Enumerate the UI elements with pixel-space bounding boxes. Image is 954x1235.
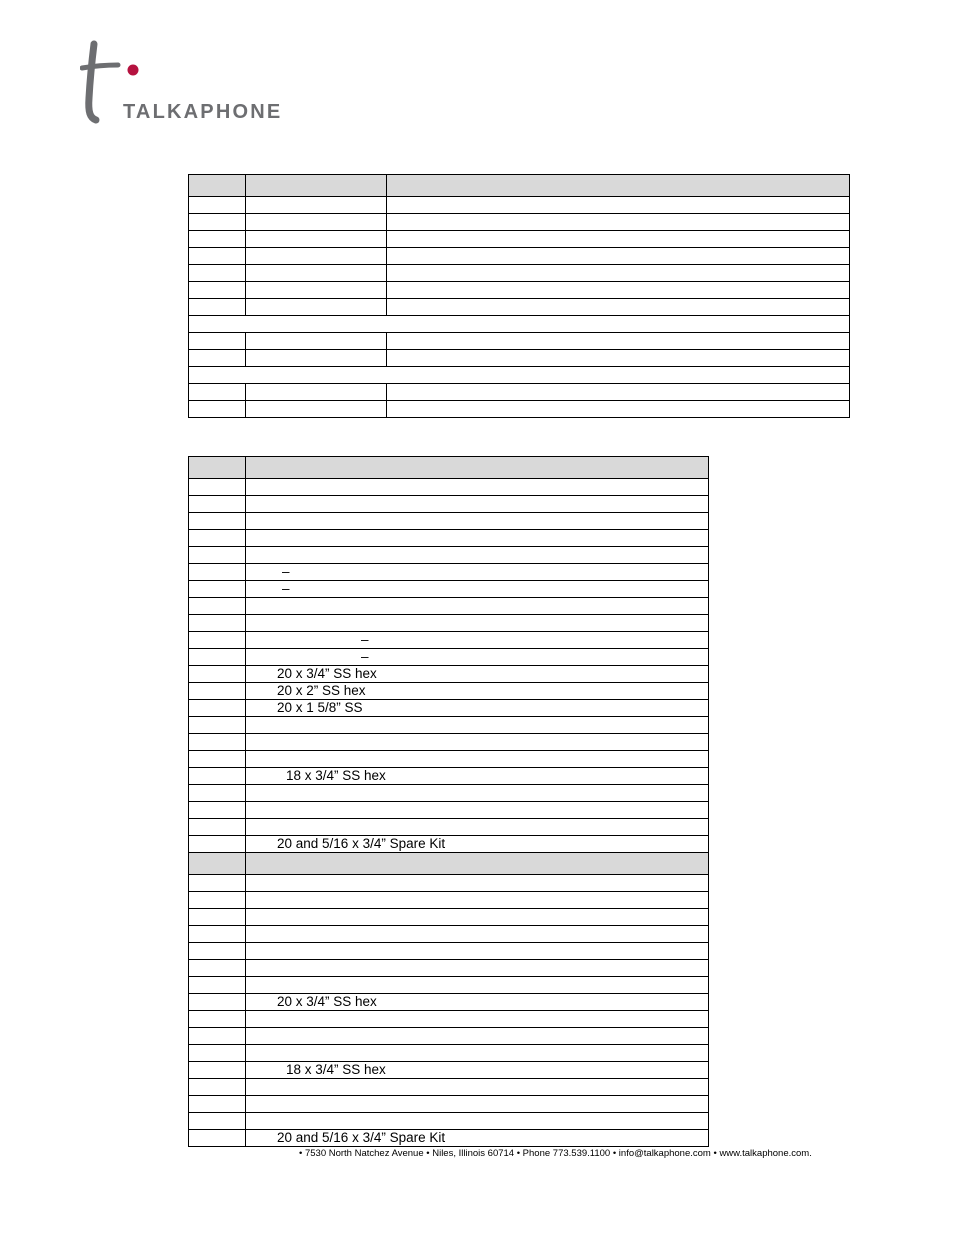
part-description: 20 and 5/16 x 3/4” Spare Kit xyxy=(277,1130,446,1146)
header-cell xyxy=(246,457,709,479)
table-cell xyxy=(246,530,709,547)
table-row xyxy=(189,479,709,496)
table-row xyxy=(189,1062,709,1079)
table-row xyxy=(189,333,850,350)
table-cell xyxy=(189,299,246,316)
table-cell xyxy=(189,547,246,564)
table-cell xyxy=(387,401,850,418)
table-row xyxy=(189,265,850,282)
table-row xyxy=(189,768,709,785)
table-cell xyxy=(246,401,387,418)
table-cell xyxy=(246,926,709,943)
table-cell xyxy=(246,1062,709,1079)
table-cell xyxy=(189,214,246,231)
table-cell xyxy=(189,1130,246,1147)
table-row xyxy=(189,994,709,1011)
brand-name: TALKAPHONE xyxy=(123,101,283,123)
table-cell xyxy=(387,350,850,367)
table-row xyxy=(189,751,709,768)
part-description: 20 x 2” SS hex xyxy=(277,683,366,699)
table-row xyxy=(189,581,709,598)
table-cell xyxy=(189,333,246,350)
table-row xyxy=(189,1113,709,1130)
table-cell xyxy=(246,299,387,316)
table-cell xyxy=(189,909,246,926)
table-row xyxy=(189,547,709,564)
table-cell xyxy=(189,1079,246,1096)
table-cell xyxy=(246,581,709,598)
table-row xyxy=(189,785,709,802)
table-cell xyxy=(246,231,387,248)
table-row xyxy=(189,1130,709,1147)
table-row xyxy=(189,734,709,751)
table-cell xyxy=(246,479,709,496)
table-cell xyxy=(246,836,709,853)
table-header-row xyxy=(189,457,709,479)
table-cell xyxy=(189,316,850,333)
table-cell xyxy=(189,350,246,367)
part-description: 20 x 3/4” SS hex xyxy=(277,666,377,682)
parts-table-1 xyxy=(188,174,850,418)
table-cell xyxy=(246,943,709,960)
table-cell xyxy=(387,197,850,214)
table-cell xyxy=(246,768,709,785)
table-row xyxy=(189,649,709,666)
table-cell xyxy=(246,785,709,802)
table-cell xyxy=(246,1096,709,1113)
table-row xyxy=(189,1079,709,1096)
table-cell xyxy=(246,1011,709,1028)
table-row xyxy=(189,299,850,316)
table-row xyxy=(189,892,709,909)
header-cell xyxy=(246,853,709,875)
table-cell xyxy=(189,401,246,418)
table-row xyxy=(189,802,709,819)
table-cell xyxy=(387,282,850,299)
table-cell xyxy=(189,265,246,282)
part-description: 18 x 3/4” SS hex xyxy=(286,768,386,784)
table-cell xyxy=(246,1079,709,1096)
table-cell xyxy=(246,350,387,367)
table-row xyxy=(189,943,709,960)
header-cell xyxy=(189,457,246,479)
table-cell xyxy=(189,632,246,649)
table-cell xyxy=(246,734,709,751)
table-cell xyxy=(246,683,709,700)
table-cell xyxy=(387,333,850,350)
table-row xyxy=(189,530,709,547)
table-cell xyxy=(189,197,246,214)
table-row xyxy=(189,836,709,853)
table-cell xyxy=(246,875,709,892)
footer-contact: • 7530 North Natchez Avenue • Niles, Illinois 60714 • Phone 773.539.1100 • info@talkaphone.com • www.talkaphone.com. xyxy=(299,1148,812,1159)
table-cell xyxy=(189,564,246,581)
table-cell xyxy=(189,1028,246,1045)
table-cell xyxy=(189,768,246,785)
part-description: 20 x 1 5/8” SS xyxy=(277,700,363,716)
table-cell xyxy=(246,960,709,977)
table-cell xyxy=(189,717,246,734)
table-cell xyxy=(189,683,246,700)
table-cell xyxy=(189,1045,246,1062)
table-cell xyxy=(246,1045,709,1062)
table-cell xyxy=(246,717,709,734)
table-row xyxy=(189,248,850,265)
table-row xyxy=(189,496,709,513)
table-cell xyxy=(189,231,246,248)
table-cell xyxy=(189,875,246,892)
table-cell xyxy=(246,892,709,909)
table-row xyxy=(189,960,709,977)
table-row xyxy=(189,683,709,700)
table-row xyxy=(189,700,709,717)
table-cell xyxy=(189,1096,246,1113)
table-cell xyxy=(246,384,387,401)
table-row xyxy=(189,819,709,836)
table-row xyxy=(189,214,850,231)
table-row xyxy=(189,615,709,632)
table-cell xyxy=(189,367,850,384)
table-cell xyxy=(246,265,387,282)
table-cell xyxy=(189,598,246,615)
table-cell xyxy=(189,836,246,853)
table-cell xyxy=(246,802,709,819)
table-cell xyxy=(246,909,709,926)
table-row xyxy=(189,1011,709,1028)
table-row xyxy=(189,350,850,367)
part-description: – xyxy=(282,564,290,580)
talkaphone-logo xyxy=(80,40,320,125)
table-row xyxy=(189,1045,709,1062)
part-description: – xyxy=(361,649,369,665)
table-cell xyxy=(189,802,246,819)
table-cell xyxy=(189,819,246,836)
table-cell xyxy=(246,819,709,836)
table-cell xyxy=(189,977,246,994)
table-cell xyxy=(246,282,387,299)
table-cell xyxy=(246,615,709,632)
header-cell xyxy=(189,853,246,875)
table-cell xyxy=(189,479,246,496)
table-row xyxy=(189,513,709,530)
table-cell xyxy=(246,513,709,530)
part-description: – xyxy=(282,581,290,597)
table-row xyxy=(189,909,709,926)
table-cell xyxy=(246,977,709,994)
table-cell xyxy=(246,214,387,231)
table-cell xyxy=(189,581,246,598)
table-row xyxy=(189,666,709,683)
header-cell xyxy=(246,175,387,197)
table-row xyxy=(189,316,850,333)
table-row xyxy=(189,231,850,248)
table-cell xyxy=(189,926,246,943)
table-cell xyxy=(189,513,246,530)
header-cell xyxy=(387,175,850,197)
part-description: 20 and 5/16 x 3/4” Spare Kit xyxy=(277,836,446,852)
table-cell xyxy=(246,598,709,615)
table-cell xyxy=(387,265,850,282)
table-cell xyxy=(189,1062,246,1079)
table-cell xyxy=(246,496,709,513)
table-cell xyxy=(246,649,709,666)
table-cell xyxy=(387,214,850,231)
table-cell xyxy=(189,994,246,1011)
table-cell xyxy=(246,1028,709,1045)
table-cell xyxy=(189,892,246,909)
table-row xyxy=(189,197,850,214)
table-cell xyxy=(189,751,246,768)
table-row xyxy=(189,977,709,994)
table-cell xyxy=(189,1113,246,1130)
table-cell xyxy=(387,248,850,265)
table-cell xyxy=(387,299,850,316)
table-cell xyxy=(246,197,387,214)
table-row xyxy=(189,1096,709,1113)
table-cell xyxy=(189,649,246,666)
table-cell xyxy=(246,248,387,265)
header-cell xyxy=(189,175,246,197)
table-cell xyxy=(246,700,709,717)
table-cell xyxy=(246,564,709,581)
table-cell xyxy=(189,615,246,632)
table-cell xyxy=(189,248,246,265)
table-header-row xyxy=(189,175,850,197)
table-cell xyxy=(246,1130,709,1147)
table-cell xyxy=(189,282,246,299)
part-description: – xyxy=(361,632,369,648)
table-cell xyxy=(387,384,850,401)
table-cell xyxy=(246,1113,709,1130)
table-cell xyxy=(246,333,387,350)
table-cell xyxy=(246,666,709,683)
parts-table-3 xyxy=(188,852,709,1147)
table-row xyxy=(189,401,850,418)
table-header-row xyxy=(189,853,709,875)
part-description: 20 x 3/4” SS hex xyxy=(277,994,377,1010)
table-row xyxy=(189,875,709,892)
table-cell xyxy=(189,530,246,547)
table-cell xyxy=(246,994,709,1011)
table-cell xyxy=(189,700,246,717)
table-cell xyxy=(246,547,709,564)
table-cell xyxy=(189,496,246,513)
table-row xyxy=(189,282,850,299)
table-cell xyxy=(246,751,709,768)
table-row xyxy=(189,1028,709,1045)
table-row xyxy=(189,598,709,615)
table-cell xyxy=(189,785,246,802)
table-cell xyxy=(189,666,246,683)
parts-table-2 xyxy=(188,456,709,853)
table-row xyxy=(189,926,709,943)
table-row xyxy=(189,384,850,401)
table-cell xyxy=(246,632,709,649)
table-row xyxy=(189,367,850,384)
table-cell xyxy=(189,960,246,977)
table-row xyxy=(189,717,709,734)
table-cell xyxy=(387,231,850,248)
table-cell xyxy=(189,1011,246,1028)
part-description: 18 x 3/4” SS hex xyxy=(286,1062,386,1078)
table-cell xyxy=(189,943,246,960)
table-row xyxy=(189,564,709,581)
table-row xyxy=(189,632,709,649)
table-cell xyxy=(189,384,246,401)
table-cell xyxy=(189,734,246,751)
